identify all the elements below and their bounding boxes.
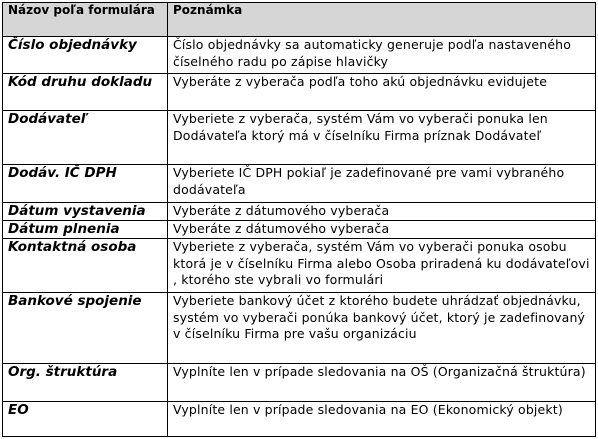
field-name: Kontaktná osoba [3, 239, 168, 293]
field-note: Vyberáte z dátumového vyberača [168, 221, 596, 239]
field-note: Vyplníte len v prípade sledovania na EO (Ekonomický objekt) [168, 402, 596, 437]
field-note: Vyberiete z vyberača, systém Vám vo vyberači ponuka osobu ktorá je v číselníku Firma alebo Osoba priradená ku dodávateľovi , ktorého ste vybrali vo formulári [168, 239, 596, 293]
field-name: EO [3, 402, 168, 437]
table-row [3, 293, 596, 364]
field-name: Dátum vystavenia [3, 203, 168, 221]
table-row [3, 203, 596, 221]
header-field-name: Názov poľa formulára [3, 3, 168, 37]
table-row [3, 37, 596, 74]
field-name: Kód druhu dokladu [3, 74, 168, 111]
field-name: Dátum plnenia [3, 221, 168, 239]
table-row [3, 239, 596, 293]
field-name: Bankové spojenie [3, 293, 168, 364]
table-row [3, 165, 596, 203]
field-note: Vyberiete IČ DPH pokiaľ je zadefinované pre vami vybraného dodávateľa [168, 165, 596, 203]
field-name: Dodáv. IČ DPH [3, 165, 168, 203]
field-note: Vyberiete bankový účet z ktorého budete uhrádzať objednávku, systém vo vyberači ponúka bankový účet, ktorý je zadefinovaný v číselníku Firma pre vašu organizáciu [168, 293, 596, 364]
field-note: Vyberáte z dátumového vyberača [168, 203, 596, 221]
field-note: Číslo objednávky sa automaticky generuje podľa nastaveného číselného radu po zápise hlavičky [168, 37, 596, 74]
table-row [3, 111, 596, 165]
field-name: Dodávateľ [3, 111, 168, 165]
fields-table [2, 2, 596, 437]
table-row [3, 74, 596, 111]
header-note: Poznámka [168, 3, 596, 37]
field-name: Číslo objednávky [3, 37, 168, 74]
table-row [3, 364, 596, 402]
header-row [3, 3, 596, 37]
field-note: Vyberáte z vyberača podľa toho akú objednávku evidujete [168, 74, 596, 111]
field-name: Org. štruktúra [3, 364, 168, 402]
field-note: Vyplníte len v prípade sledovania na OŠ (Organizačná štruktúra) [168, 364, 596, 402]
table-row [3, 221, 596, 239]
field-note: Vyberiete z vyberača, systém Vám vo vyberači ponuka len Dodávateľa ktorý má v číselníku Firma príznak Dodávateľ [168, 111, 596, 165]
table-row [3, 402, 596, 437]
